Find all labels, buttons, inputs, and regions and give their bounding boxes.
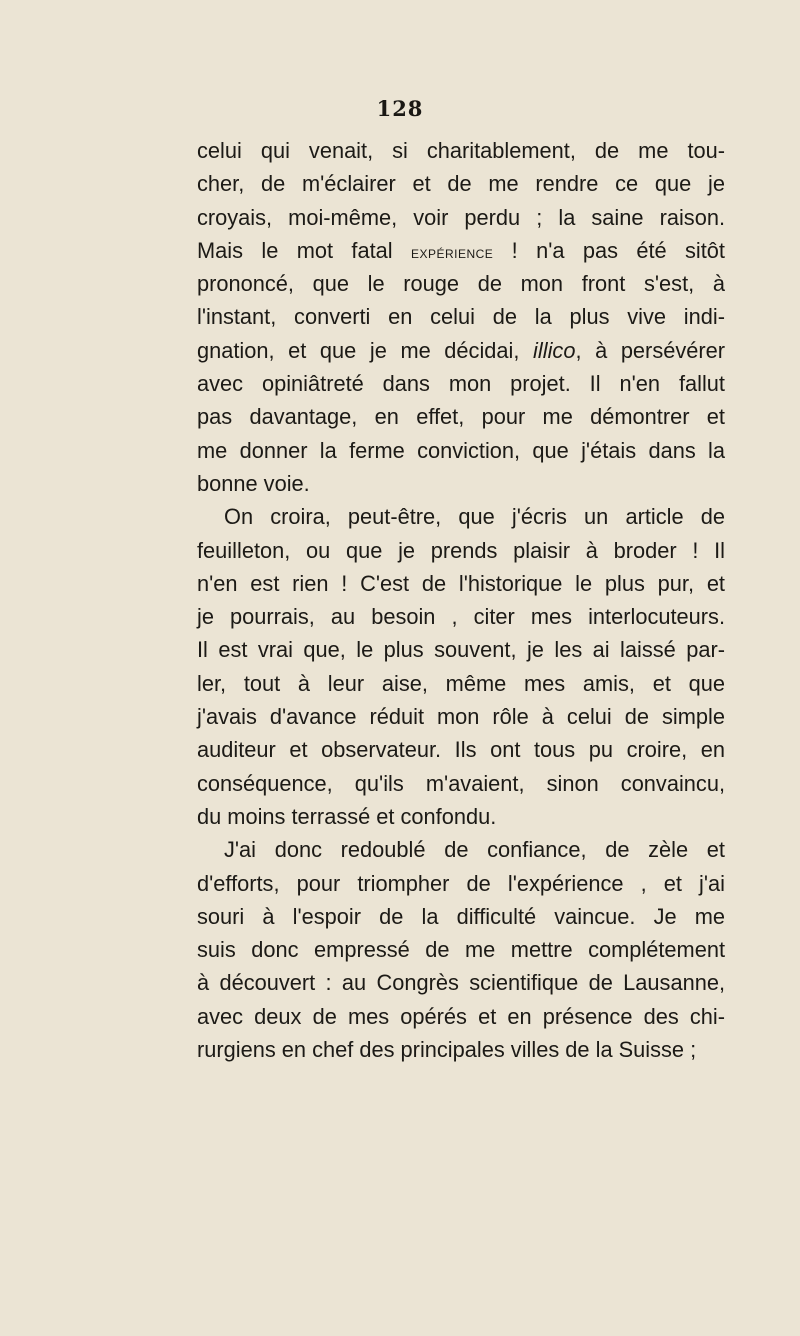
text-line: l'instant, converti en celui de la plus vive indi-: [197, 304, 725, 330]
text-line: croyais, moi-même, voir perdu ; la saine raison.: [197, 204, 725, 230]
text-line: pas davantage, en effet, pour me démontrer et: [197, 404, 725, 430]
text-line: me donner la ferme conviction, que j'étais dans la: [197, 437, 725, 463]
page-number: 128: [376, 96, 424, 121]
italic-word: illico: [533, 337, 576, 363]
text-line: à découvert : au Congrès scientifique de Lausanne,: [197, 970, 725, 996]
text-line: rurgiens en chef des principales villes de la Suisse ;: [197, 1037, 697, 1063]
body-text: [197, 134, 725, 1066]
small-caps-word: expérience: [410, 242, 494, 262]
text-line: avec opiniâtreté dans mon projet. Il n'en fallut: [197, 371, 725, 397]
text-line: avec deux de mes opérés et en présence des chi-: [197, 1003, 725, 1029]
text-segment: gnation, et que je me décidai,: [197, 337, 534, 363]
text-line: J'ai donc redoublé de confiance, de zèle et: [224, 837, 725, 863]
text-line: feuilleton, ou que je prends plaisir à broder ! Il: [197, 537, 725, 563]
text-line: celui qui venait, si charitablement, de me tou-: [197, 138, 725, 163]
text-segment: , à persévérer: [575, 337, 725, 363]
text-line: prononcé, que le rouge de mon front s'est, à: [197, 271, 725, 297]
text-line: [197, 334, 725, 367]
text-line: auditeur et observateur. Ils ont tous pu croire, en: [197, 737, 725, 763]
text-line: suis donc empressé de me mettre complétement: [197, 937, 725, 963]
text-line: n'en est rien ! C'est de l'historique le plus pur, et: [197, 570, 725, 596]
text-line: j'avais d'avance réduit mon rôle à celui de simple: [197, 704, 725, 730]
text-line: du moins terrassé et confondu.: [197, 803, 497, 829]
text-line: je pourrais, au besoin , citer mes interlocuteurs.: [197, 604, 725, 630]
text-line: [197, 234, 725, 267]
text-line: On croira, peut-être, que j'écris un article de: [224, 504, 725, 530]
text-line: Il est vrai que, le plus souvent, je les ai laissé par-: [197, 637, 725, 663]
text-line: ler, tout à leur aise, même mes amis, et que: [197, 670, 725, 696]
text-line: souri à l'espoir de la difficulté vaincue. Je me: [197, 903, 725, 929]
text-segment: ! n'a pas été sitôt: [493, 237, 725, 263]
text-line: bonne voie.: [197, 470, 310, 496]
text-segment: Mais le mot fatal: [197, 237, 411, 263]
text-line: conséquence, qu'ils m'avaient, sinon convaincu,: [197, 770, 725, 796]
text-line: d'efforts, pour triompher de l'expérience , et j'ai: [197, 870, 725, 896]
text-line: cher, de m'éclairer et de me rendre ce que je: [197, 171, 725, 197]
